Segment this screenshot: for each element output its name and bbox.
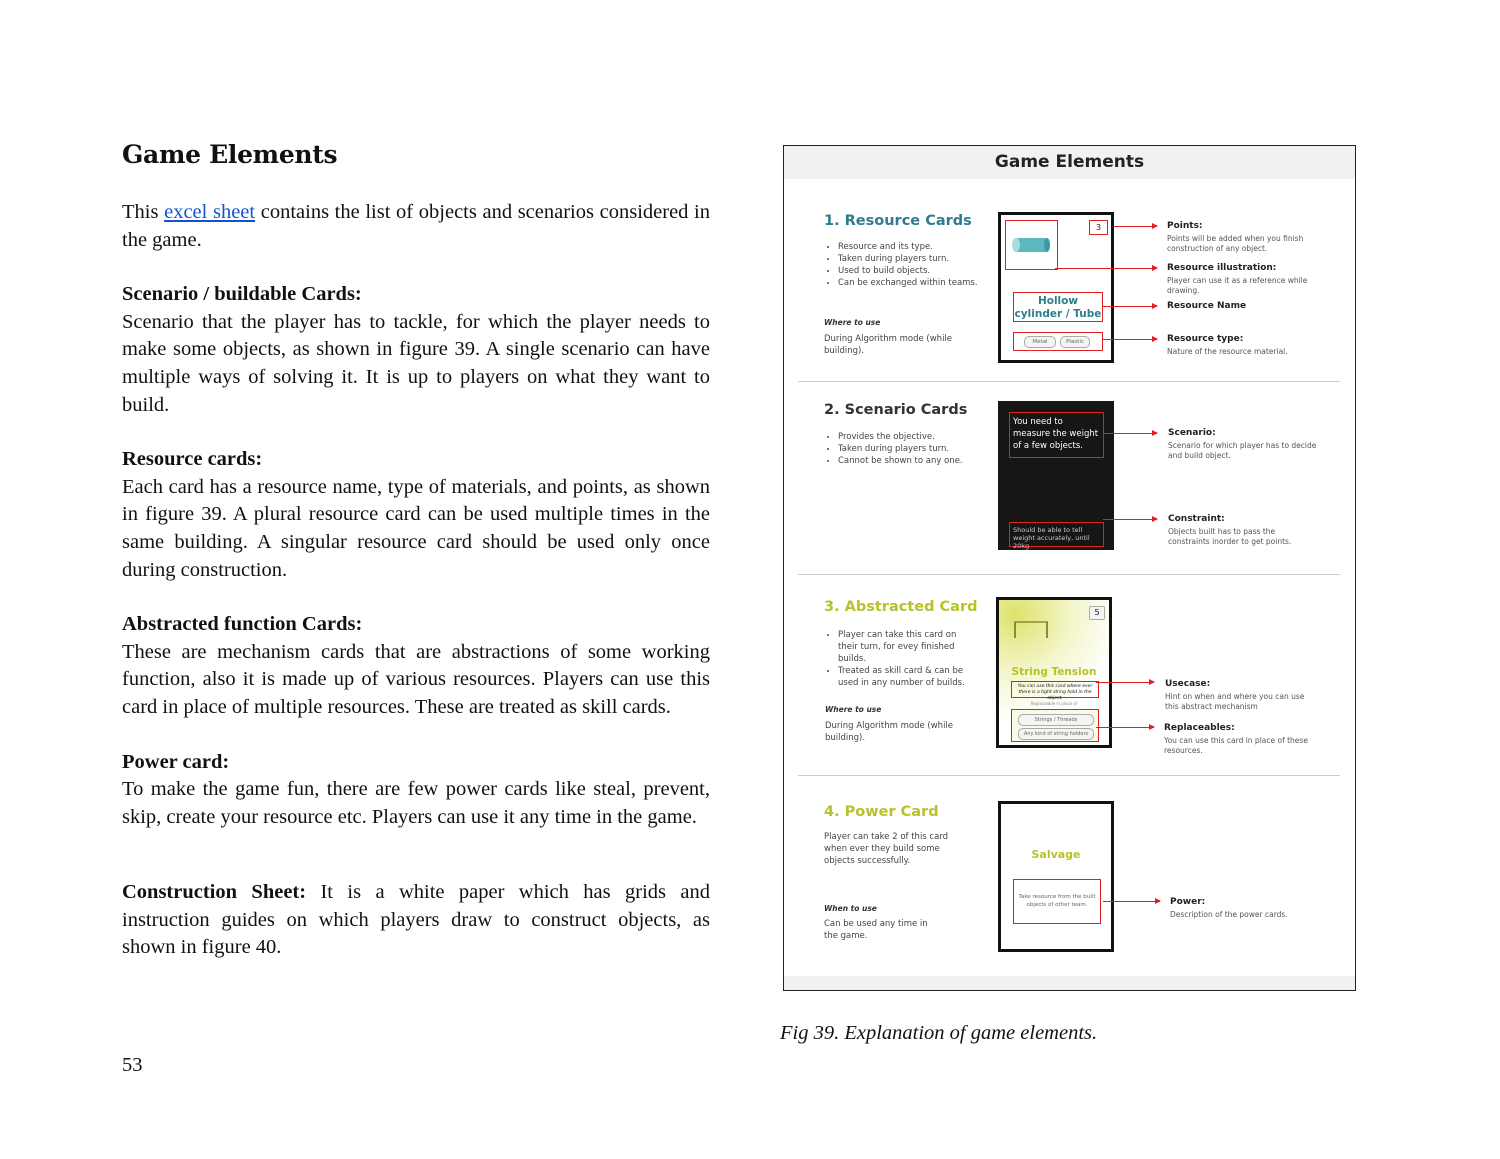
annotation-arrow — [1103, 339, 1157, 340]
bullet-item: • Player can take this card on their turn, for evey finished builds. — [838, 629, 973, 665]
annotation-desc: Description of the power cards. — [1170, 910, 1288, 919]
annotation-label: Points: — [1167, 221, 1203, 231]
page-title: Game Elements — [122, 140, 338, 169]
annotation-arrow — [1103, 901, 1160, 902]
construction-heading: Construction Sheet: — [122, 881, 307, 904]
page-number: 53 — [122, 1054, 143, 1076]
annotation-arrow — [1113, 226, 1157, 227]
resource-type-box — [1013, 332, 1103, 351]
scenario-section — [784, 382, 1355, 574]
figure-caption: Fig 39. Explanation of game elements. — [780, 1022, 1098, 1044]
resource-paragraph: Each card has a resource name, type of materials, and points, as shown in figure 39. A plural resource card can be used multiple times in the same building. A singular resource card should be used only once during construction. — [122, 475, 710, 581]
bullet-item: • Taken during players turn. — [838, 443, 963, 455]
abstracted-where-text: During Algorithm mode (while building). — [825, 721, 954, 743]
resource-where-label: Where to use — [824, 318, 881, 327]
bullet-item: • Resource and its type. — [838, 241, 978, 253]
replaceable-pill: Strings / Threads — [1018, 714, 1094, 726]
abstracted-where-label: Where to use — [825, 705, 882, 714]
resource-card — [998, 212, 1114, 363]
annotation-label: Resource illustration: — [1167, 263, 1277, 273]
power-when-text: Can be used any time in the game. — [824, 919, 928, 941]
power-section-title: 4. Power Card — [824, 804, 939, 820]
bullet-item: • Can be exchanged within teams. — [838, 277, 978, 289]
figure-header: Game Elements — [784, 146, 1355, 179]
card-resource-name: Hollow cylinder / Tube — [1013, 292, 1103, 322]
excel-sheet-link[interactable]: excel sheet — [164, 201, 256, 223]
annotation-desc: Player can use it as a reference while drawing. — [1167, 276, 1308, 295]
annotation-desc: Objects built has to pass the constraints inorder to get points. — [1168, 527, 1292, 546]
annotation-arrow — [1103, 519, 1157, 520]
abstracted-card — [996, 597, 1112, 748]
card-abstract-name: String Tension — [1011, 666, 1097, 678]
bullet-item: • Provides the objective. — [838, 431, 963, 443]
power-when-label: When to use — [824, 904, 877, 913]
figure-footer-bar — [784, 976, 1355, 990]
bullet-item: • Taken during players turn. — [838, 253, 978, 265]
replaceable-pill: Any kind of string holders — [1018, 728, 1094, 740]
scenario-bullets — [826, 431, 963, 467]
scenario-paragraph: Scenario that the player has to tackle, for which the player needs to make some objects, as shown in figure 39. A single scenario can have multiple ways of solving it. It is up to players on what they want to build. — [122, 310, 710, 416]
string-tension-icon — [1011, 618, 1051, 640]
annotation-desc: Hint on when and where you can use this abstract mechanism — [1165, 692, 1305, 711]
resource-where-text: During Algorithm mode (while building). — [824, 334, 953, 356]
intro-text-after: contains the list of objects and scenarios considered in the game. — [122, 201, 710, 251]
power-heading: Power card: — [122, 750, 230, 773]
bullet-item: • Used to build objects. — [838, 265, 978, 277]
card-power-text: Take resource from the built objects of other team. — [1013, 879, 1101, 924]
resource-section-title: 1. Resource Cards — [824, 213, 972, 229]
annotation-arrow — [1103, 306, 1157, 307]
construction-paragraph — [122, 879, 710, 962]
scenario-card — [998, 401, 1114, 550]
annotation-desc: Scenario for which player has to decide and build object. — [1168, 441, 1317, 460]
annotation-desc: Nature of the resource material. — [1167, 347, 1288, 356]
abstracted-paragraph: These are mechanism cards that are abstractions of some working function, also it is made up of various resources. Players can use this card in place of multiple resources. These are treated as skill cards. — [122, 640, 710, 718]
abstracted-section-title: 3. Abstracted Card — [824, 599, 978, 615]
annotation-label: Power: — [1170, 897, 1206, 907]
illustration-box — [1005, 220, 1058, 270]
abstracted-heading: Abstracted function Cards: — [122, 613, 363, 636]
annotation-label: Resource type: — [1167, 334, 1244, 344]
annotation-arrow — [1096, 727, 1154, 728]
replaceables-box — [1011, 709, 1099, 742]
scenario-section-title: 2. Scenario Cards — [824, 402, 968, 418]
annotation-label: Resource Name — [1167, 301, 1247, 311]
construction-text: It is a white paper which has grids and instruction guides on which players draw to construct objects, as shown in figure 40. — [122, 881, 710, 959]
card-points: 3 — [1089, 220, 1108, 235]
annotation-arrow — [1096, 682, 1154, 683]
type-pill: Metal — [1024, 336, 1056, 348]
abstracted-bullets — [826, 629, 973, 689]
scenario-heading: Scenario / buildable Cards: — [122, 283, 362, 306]
power-section — [784, 776, 1355, 976]
intro-text-before: This — [122, 201, 165, 223]
annotation-desc: Points will be added when you finish construction of any object. — [1167, 234, 1304, 253]
tube-icon — [1011, 235, 1051, 255]
power-description: Player can take 2 of this card when ever they build some objects successfully. — [824, 832, 949, 866]
game-elements-figure — [783, 145, 1356, 991]
type-pill: Plastic — [1060, 336, 1090, 348]
card-usecase-text: You can use this card where ever there is a tight string hold in the object. — [1011, 681, 1099, 698]
annotation-label: Constraint: — [1168, 514, 1225, 524]
card-points: 5 — [1089, 606, 1105, 620]
text-column — [122, 140, 710, 962]
power-paragraph: To make the game fun, there are few power cards like steal, prevent, skip, create your resource etc. Players can use it any time in the game. — [122, 778, 710, 828]
annotation-arrow — [1103, 433, 1157, 434]
annotation-label: Usecase: — [1165, 679, 1211, 689]
bullet-item: • Treated as skill card & can be used in any number of builds. — [838, 665, 973, 689]
power-card — [998, 801, 1114, 952]
annotation-arrow — [1055, 268, 1157, 269]
replaceable-label: Replaceable in place of — [1030, 701, 1078, 706]
resource-bullets — [826, 241, 978, 289]
card-power-name: Salvage — [1031, 848, 1081, 861]
card-constraint-text: Should be able to tell weight accurately, until 20kg — [1009, 522, 1104, 547]
bullet-item: • Cannot be shown to any one. — [838, 455, 963, 467]
card-scenario-text: You need to measure the weight of a few objects. — [1009, 412, 1104, 458]
annotation-label: Replaceables: — [1164, 723, 1235, 733]
intro-paragraph — [122, 199, 710, 254]
annotation-label: Scenario: — [1168, 428, 1216, 438]
resource-section — [784, 179, 1355, 383]
annotation-desc: You can use this card in place of these resources. — [1164, 736, 1308, 755]
abstracted-section — [784, 575, 1355, 775]
resource-heading: Resource cards: — [122, 448, 263, 471]
